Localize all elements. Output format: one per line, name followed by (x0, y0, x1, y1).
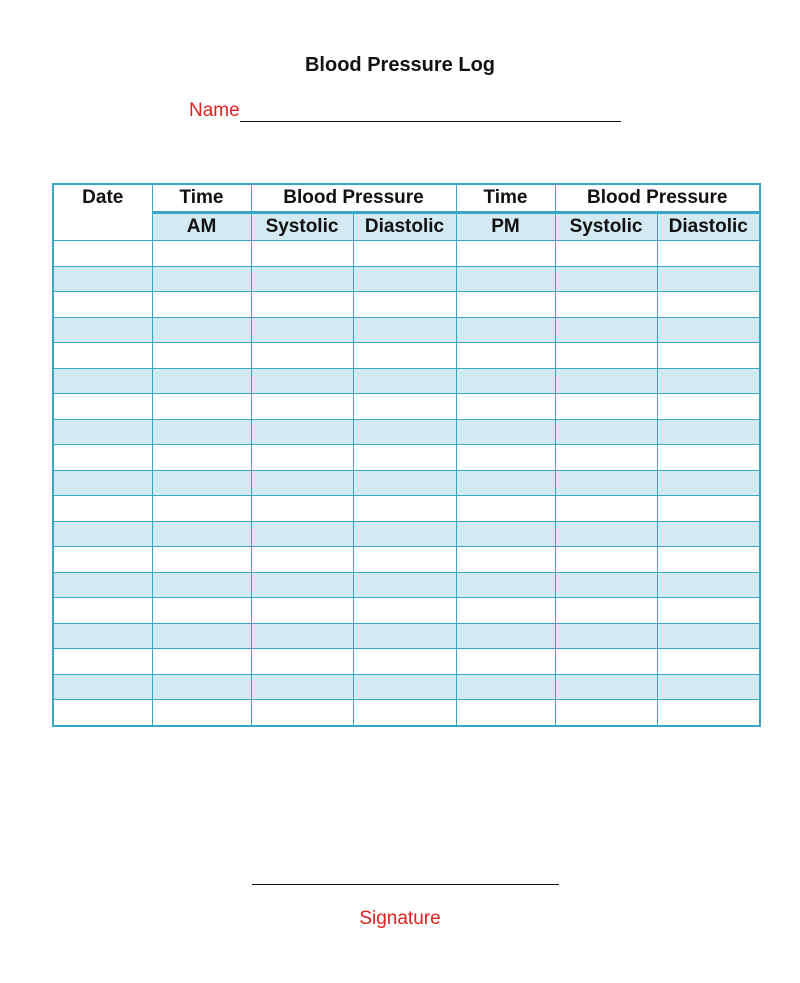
cell-diastolic-am[interactable] (353, 572, 456, 598)
cell-time-am[interactable] (152, 445, 251, 471)
cell-diastolic-pm[interactable] (657, 700, 760, 726)
cell-systolic-pm[interactable] (555, 394, 657, 420)
cell-date[interactable] (53, 241, 152, 267)
table-row (53, 623, 760, 649)
cell-time-pm[interactable] (456, 445, 555, 471)
cell-time-am[interactable] (152, 674, 251, 700)
table-row (53, 343, 760, 369)
cell-diastolic-am[interactable] (353, 394, 456, 420)
cell-time-pm[interactable] (456, 674, 555, 700)
cell-time-pm[interactable] (456, 521, 555, 547)
cell-systolic-am[interactable] (251, 368, 353, 394)
cell-time-pm[interactable] (456, 368, 555, 394)
cell-diastolic-am[interactable] (353, 343, 456, 369)
cell-diastolic-am[interactable] (353, 623, 456, 649)
cell-time-pm[interactable] (456, 419, 555, 445)
header-am: AM (152, 213, 251, 241)
cell-time-pm[interactable] (456, 292, 555, 318)
cell-time-am[interactable] (152, 649, 251, 675)
cell-date[interactable] (53, 598, 152, 624)
cell-date[interactable] (53, 470, 152, 496)
cell-diastolic-am[interactable] (353, 700, 456, 726)
cell-systolic-pm[interactable] (555, 623, 657, 649)
table-row (53, 496, 760, 522)
cell-systolic-pm[interactable] (555, 445, 657, 471)
cell-diastolic-pm[interactable] (657, 445, 760, 471)
table-row (53, 292, 760, 318)
cell-date[interactable] (53, 623, 152, 649)
cell-diastolic-am[interactable] (353, 470, 456, 496)
cell-diastolic-pm[interactable] (657, 674, 760, 700)
header-date: Date (53, 184, 152, 241)
cell-date[interactable] (53, 292, 152, 318)
cell-systolic-am[interactable] (251, 700, 353, 726)
cell-diastolic-pm[interactable] (657, 368, 760, 394)
page-title: Blood Pressure Log (304, 54, 496, 76)
cell-diastolic-pm[interactable] (657, 419, 760, 445)
cell-diastolic-am[interactable] (353, 266, 456, 292)
cell-systolic-pm[interactable] (555, 649, 657, 675)
cell-time-pm[interactable] (456, 343, 555, 369)
cell-time-am[interactable] (152, 394, 251, 420)
cell-time-pm[interactable] (456, 496, 555, 522)
table-row (53, 368, 760, 394)
cell-systolic-pm[interactable] (555, 292, 657, 318)
cell-date[interactable] (53, 572, 152, 598)
cell-systolic-am[interactable] (251, 292, 353, 318)
cell-systolic-am[interactable] (251, 343, 353, 369)
cell-diastolic-pm[interactable] (657, 649, 760, 675)
cell-time-am[interactable] (152, 547, 251, 573)
cell-systolic-am[interactable] (251, 547, 353, 573)
cell-diastolic-pm[interactable] (657, 470, 760, 496)
table-row (53, 547, 760, 573)
cell-time-am[interactable] (152, 623, 251, 649)
cell-systolic-am[interactable] (251, 394, 353, 420)
cell-date[interactable] (53, 496, 152, 522)
cell-systolic-am[interactable] (251, 674, 353, 700)
cell-date[interactable] (53, 521, 152, 547)
cell-time-am[interactable] (152, 343, 251, 369)
cell-diastolic-am[interactable] (353, 496, 456, 522)
cell-diastolic-pm[interactable] (657, 572, 760, 598)
table-row (53, 419, 760, 445)
cell-systolic-am[interactable] (251, 317, 353, 343)
table-row (53, 241, 760, 267)
cell-systolic-am[interactable] (251, 598, 353, 624)
cell-systolic-pm[interactable] (555, 496, 657, 522)
cell-systolic-am[interactable] (251, 572, 353, 598)
cell-systolic-pm[interactable] (555, 419, 657, 445)
header-pm: PM (456, 213, 555, 241)
table-row (53, 598, 760, 624)
cell-systolic-pm[interactable] (555, 700, 657, 726)
table-row (53, 394, 760, 420)
cell-date[interactable] (53, 266, 152, 292)
cell-systolic-pm[interactable] (555, 521, 657, 547)
header-time-pm: Time (456, 184, 555, 213)
cell-systolic-am[interactable] (251, 266, 353, 292)
cell-systolic-am[interactable] (251, 470, 353, 496)
cell-time-pm[interactable] (456, 572, 555, 598)
cell-time-am[interactable] (152, 700, 251, 726)
cell-systolic-pm[interactable] (555, 317, 657, 343)
cell-date[interactable] (53, 700, 152, 726)
cell-time-pm[interactable] (456, 266, 555, 292)
cell-time-pm[interactable] (456, 649, 555, 675)
table-row (53, 700, 760, 726)
cell-time-am[interactable] (152, 521, 251, 547)
cell-time-am[interactable] (152, 241, 251, 267)
cell-diastolic-am[interactable] (353, 649, 456, 675)
cell-time-am[interactable] (152, 470, 251, 496)
table-row (53, 445, 760, 471)
table-row (53, 470, 760, 496)
cell-date[interactable] (53, 445, 152, 471)
header-blood-pressure-am: Blood Pressure (251, 184, 456, 213)
cell-date[interactable] (53, 368, 152, 394)
cell-systolic-am[interactable] (251, 445, 353, 471)
table-row (53, 649, 760, 675)
cell-date[interactable] (53, 394, 152, 420)
cell-diastolic-am[interactable] (353, 521, 456, 547)
cell-systolic-pm[interactable] (555, 598, 657, 624)
cell-diastolic-pm[interactable] (657, 292, 760, 318)
cell-systolic-pm[interactable] (555, 343, 657, 369)
cell-time-am[interactable] (152, 292, 251, 318)
cell-systolic-am[interactable] (251, 623, 353, 649)
table-row (53, 317, 760, 343)
cell-time-pm[interactable] (456, 547, 555, 573)
cell-diastolic-pm[interactable] (657, 317, 760, 343)
header-systolic-am: Systolic (251, 213, 353, 241)
cell-time-pm[interactable] (456, 394, 555, 420)
name-field (189, 96, 621, 122)
cell-diastolic-pm[interactable] (657, 343, 760, 369)
table-row (53, 266, 760, 292)
cell-time-am[interactable] (152, 368, 251, 394)
cell-time-pm[interactable] (456, 700, 555, 726)
cell-time-pm[interactable] (456, 623, 555, 649)
header-time-am: Time (152, 184, 251, 213)
cell-time-pm[interactable] (456, 470, 555, 496)
cell-time-am[interactable] (152, 266, 251, 292)
cell-time-am[interactable] (152, 572, 251, 598)
cell-diastolic-pm[interactable] (657, 623, 760, 649)
cell-date[interactable] (53, 649, 152, 675)
cell-diastolic-am[interactable] (353, 292, 456, 318)
table-row (53, 572, 760, 598)
cell-time-am[interactable] (152, 598, 251, 624)
cell-diastolic-am[interactable] (353, 368, 456, 394)
cell-time-pm[interactable] (456, 317, 555, 343)
signature-label: Signature (359, 908, 441, 929)
table-row (53, 521, 760, 547)
cell-diastolic-am[interactable] (353, 547, 456, 573)
cell-systolic-pm[interactable] (555, 266, 657, 292)
cell-diastolic-pm[interactable] (657, 547, 760, 573)
cell-date[interactable] (53, 674, 152, 700)
cell-diastolic-am[interactable] (353, 445, 456, 471)
cell-diastolic-am[interactable] (353, 598, 456, 624)
cell-date[interactable] (53, 343, 152, 369)
cell-systolic-pm[interactable] (555, 547, 657, 573)
cell-diastolic-am[interactable] (353, 419, 456, 445)
cell-diastolic-pm[interactable] (657, 598, 760, 624)
cell-diastolic-pm[interactable] (657, 496, 760, 522)
table-row (53, 674, 760, 700)
cell-time-am[interactable] (152, 317, 251, 343)
header-diastolic-pm: Diastolic (657, 213, 760, 241)
cell-systolic-am[interactable] (251, 241, 353, 267)
cell-systolic-pm[interactable] (555, 368, 657, 394)
cell-diastolic-pm[interactable] (657, 521, 760, 547)
header-systolic-pm: Systolic (555, 213, 657, 241)
header-diastolic-am: Diastolic (353, 213, 456, 241)
cell-systolic-pm[interactable] (555, 674, 657, 700)
cell-date[interactable] (53, 317, 152, 343)
header-blood-pressure-pm: Blood Pressure (555, 184, 760, 213)
cell-date[interactable] (53, 419, 152, 445)
cell-diastolic-pm[interactable] (657, 394, 760, 420)
cell-diastolic-am[interactable] (353, 317, 456, 343)
cell-diastolic-pm[interactable] (657, 241, 760, 267)
name-label: Name (189, 100, 240, 121)
cell-systolic-am[interactable] (251, 649, 353, 675)
cell-diastolic-pm[interactable] (657, 266, 760, 292)
cell-systolic-pm[interactable] (555, 241, 657, 267)
table-body (53, 241, 760, 726)
cell-systolic-am[interactable] (251, 496, 353, 522)
signature-line[interactable] (252, 884, 559, 885)
cell-time-am[interactable] (152, 419, 251, 445)
cell-date[interactable] (53, 547, 152, 573)
cell-time-am[interactable] (152, 496, 251, 522)
cell-diastolic-am[interactable] (353, 241, 456, 267)
name-input-line[interactable] (240, 101, 621, 122)
cell-systolic-pm[interactable] (555, 572, 657, 598)
blood-pressure-table (52, 183, 761, 727)
cell-time-pm[interactable] (456, 598, 555, 624)
cell-diastolic-am[interactable] (353, 674, 456, 700)
cell-time-pm[interactable] (456, 241, 555, 267)
cell-systolic-pm[interactable] (555, 470, 657, 496)
cell-systolic-am[interactable] (251, 419, 353, 445)
cell-systolic-am[interactable] (251, 521, 353, 547)
